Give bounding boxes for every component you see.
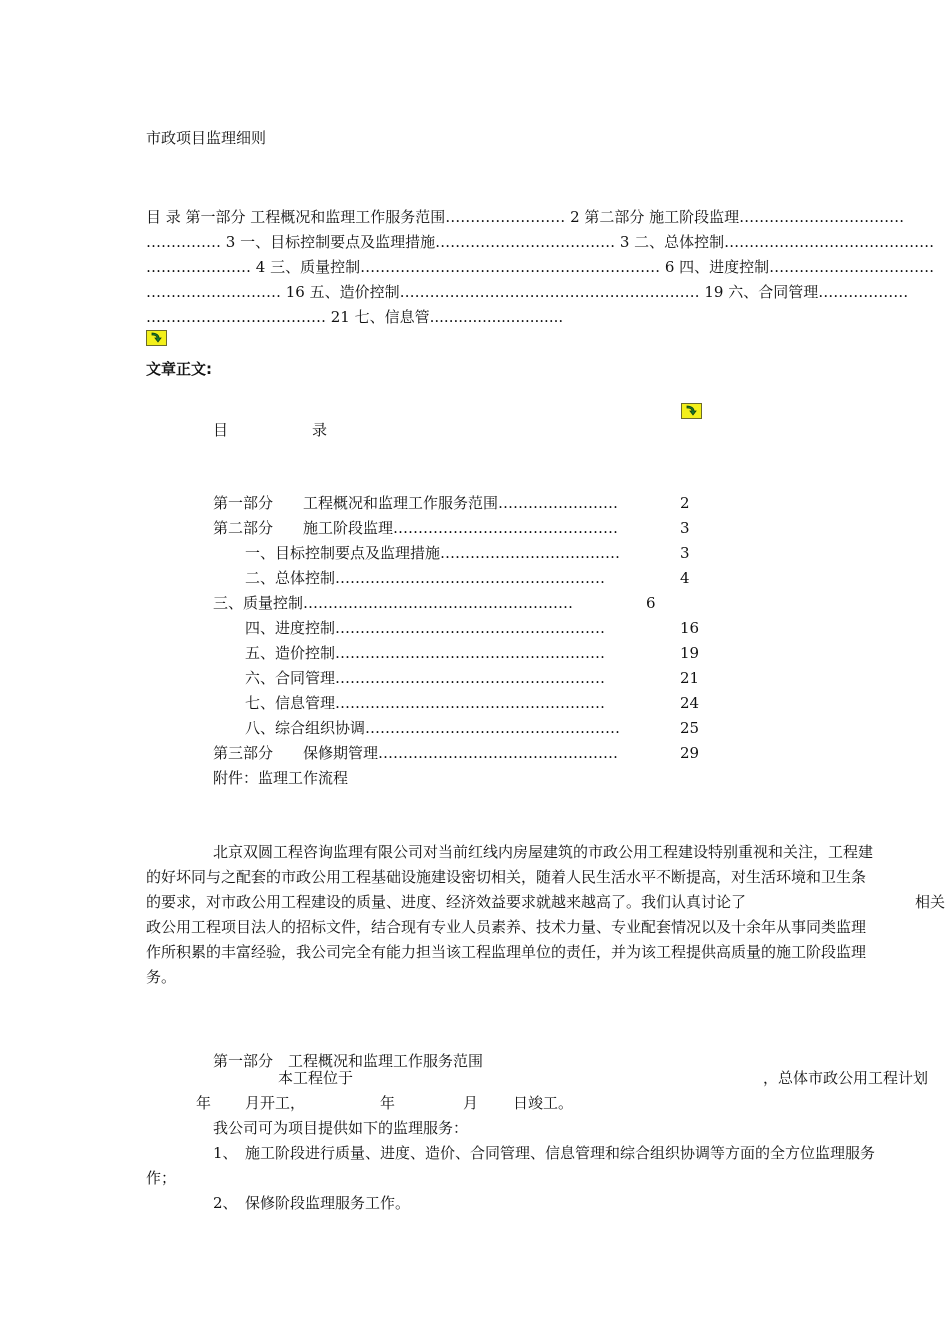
toc-entry-label: 四、进度控制……………………………………………… — [245, 619, 606, 637]
summary-line: ………………… 4 三、质量控制…………………………………………………… 6 四、进度控制…………………………… — [146, 258, 935, 276]
expand-icon[interactable] — [146, 330, 167, 346]
toc-entry-label: 六、合同管理……………………………………………… — [245, 669, 606, 687]
toc-entry-page: 3 — [680, 519, 690, 537]
toc-entry-page: 3 — [680, 544, 690, 562]
paragraph-line: 相关 — [915, 893, 946, 911]
toc-entry-page: 29 — [680, 744, 700, 762]
location-text: 本工程位于 — [278, 1069, 354, 1087]
summary-line: …………… 3 一、目标控制要点及监理措施……………………………… 3 二、总体控制…………………………………… — [146, 233, 935, 251]
schedule-text: 年 — [380, 1094, 396, 1112]
toc-entry-page: 2 — [680, 494, 690, 512]
toc-entry-page: 24 — [680, 694, 700, 712]
toc-entry-label: 七、信息管理……………………………………………… — [245, 694, 606, 712]
paragraph-line: 作所积累的丰富经验，我公司完全有能力担当该工程监理单位的责任，并为该工程提供高质量的施工阶段监理 — [146, 943, 867, 961]
location-text: ，总体市政公用工程计划 — [763, 1069, 929, 1087]
toc-entry-label: 第三部分 保修期管理………………………………………… — [213, 744, 619, 762]
services-intro: 我公司可为项目提供如下的监理服务： — [213, 1119, 469, 1137]
schedule-text: 日竣工。 — [513, 1094, 574, 1112]
paragraph-line: 北京双圆工程咨询监理有限公司对当前红线内房屋建筑的市政公用工程建设特别重视和关注，工程建 — [213, 843, 874, 861]
toc-entry-page: 4 — [680, 569, 690, 587]
expand-icon[interactable] — [681, 403, 702, 419]
toc-entry-page: 19 — [680, 644, 700, 662]
toc-entry-page: 16 — [680, 619, 700, 637]
toc-heading: 录 — [312, 421, 328, 439]
section-heading: 第一部分 工程概况和监理工作服务范围 — [213, 1052, 484, 1070]
summary-line: ……………………… 16 五、造价控制…………………………………………………… 19 六、合同管理……………… — [146, 283, 909, 301]
toc-entry-label: 一、目标控制要点及监理措施……………………………… — [245, 544, 621, 562]
service-item: 作； — [146, 1169, 177, 1187]
schedule-text: 月开工， — [245, 1094, 306, 1112]
toc-entry-page: 6 — [646, 594, 656, 612]
toc-entry-label: 三、质量控制……………………………………………… — [213, 594, 574, 612]
toc-entry-label: 第一部分 工程概况和监理工作服务范围…………………… — [213, 494, 619, 512]
service-item: 2、 保修阶段监理服务工作。 — [213, 1194, 411, 1212]
summary-line: 目 录 第一部分 工程概况和监理工作服务范围…………………… 2 第二部分 施工阶段监理…………………………… — [146, 208, 905, 226]
paragraph-line: 政公用工程项目法人的招标文件，结合现有专业人员素养、技术力量、专业配套情况以及十余年从事同类监理 — [146, 918, 867, 936]
paragraph-line: 的要求，对市政公用工程建设的质量、进度、经济效益要求就越来越高了。我们认真讨论了 — [146, 893, 747, 911]
paragraph-line: 务。 — [146, 968, 177, 986]
toc-entry-label: 八、综合组织协调…………………………………………… — [245, 719, 621, 737]
toc-entry-page: 25 — [680, 719, 700, 737]
summary-line: ……………………………… 21 七、信息管............................ — [146, 308, 564, 326]
toc-entry-page: 21 — [680, 669, 700, 687]
body-label: 文章正文: — [146, 360, 212, 378]
toc-appendix: 附件：监理工作流程 — [213, 769, 349, 787]
schedule-text: 月 — [463, 1094, 479, 1112]
toc-entry-label: 二、总体控制……………………………………………… — [245, 569, 606, 587]
toc-heading: 目 — [213, 421, 229, 439]
service-item: 1、 施工阶段进行质量、进度、造价、合同管理、信息管理和综合组织协调等方面的全方位监理服务 — [213, 1144, 876, 1162]
paragraph-line: 的好坏同与之配套的市政公用工程基础设施建设密切相关，随着人民生活水平不断提高，对生活环境和卫生条 — [146, 868, 867, 886]
toc-entry-label: 第二部分 施工阶段监理……………………………………… — [213, 519, 619, 537]
toc-entry-label: 五、造价控制……………………………………………… — [245, 644, 606, 662]
document-title: 市政项目监理细则 — [146, 129, 267, 147]
schedule-text: 年 — [196, 1094, 212, 1112]
